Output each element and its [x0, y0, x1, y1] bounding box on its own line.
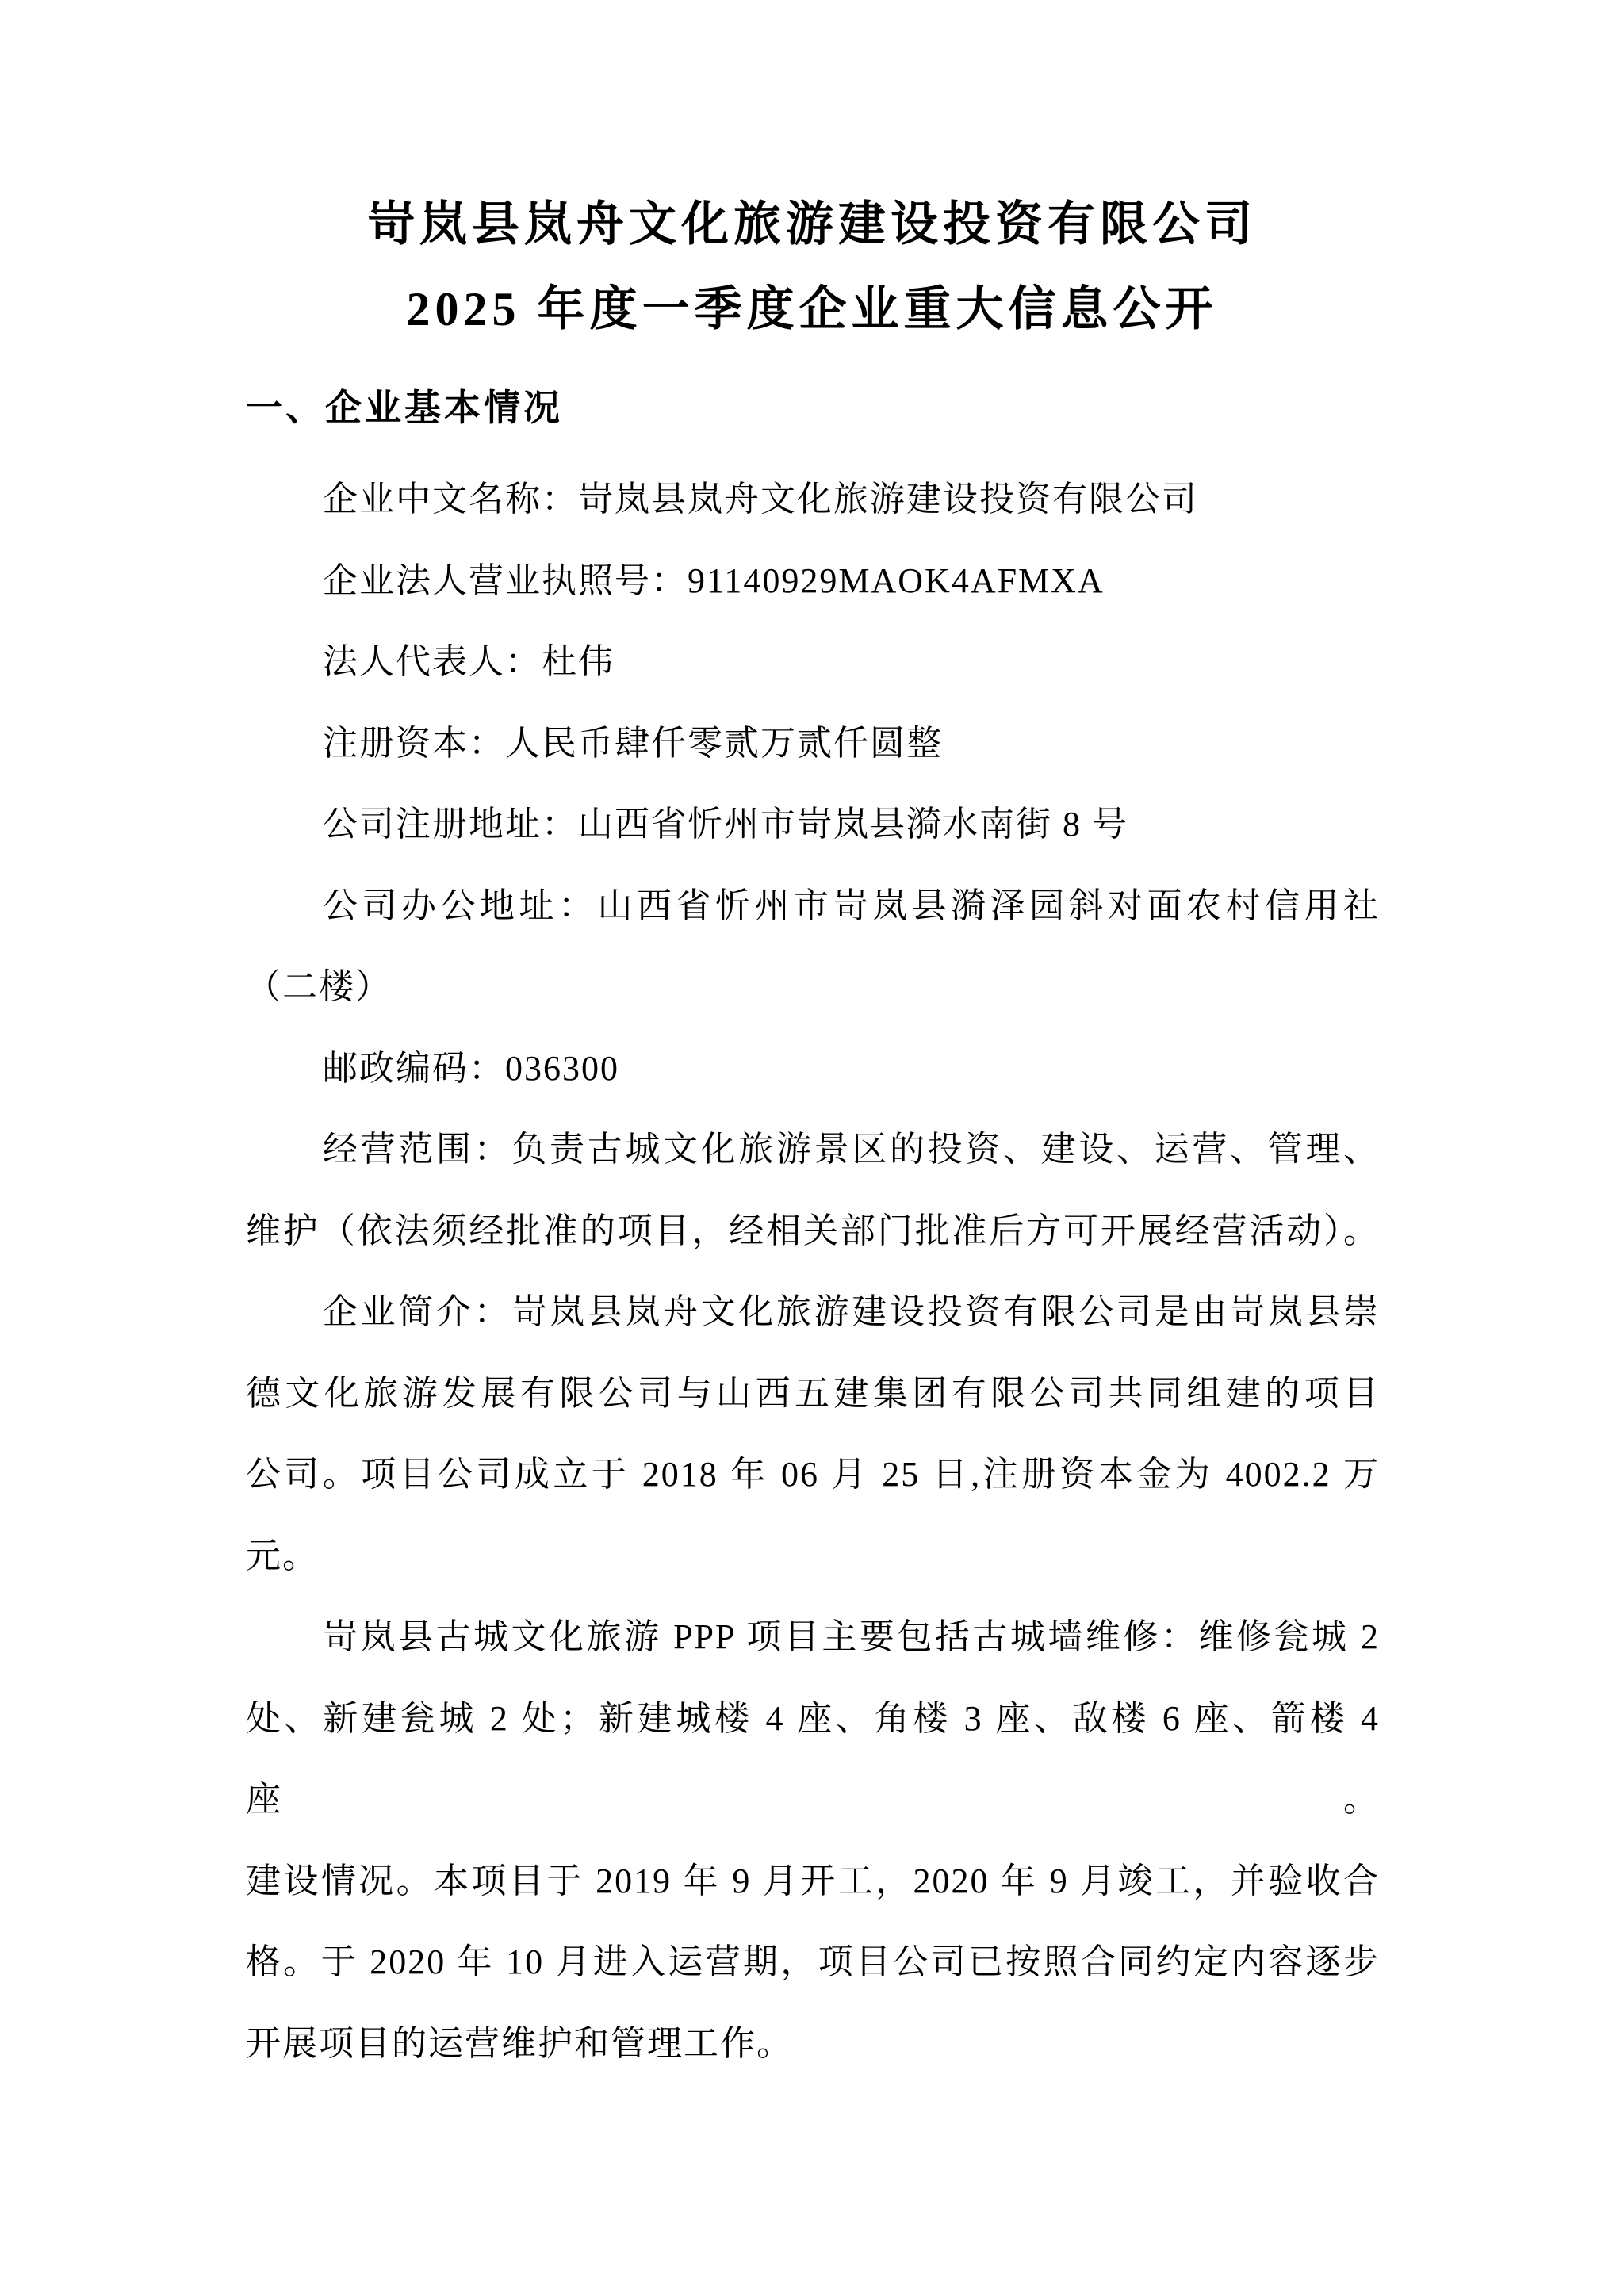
- document-body: [246, 459, 1380, 2084]
- body-line: 公司注册地址：山西省忻州市岢岚县漪水南街 8 号: [323, 805, 1128, 844]
- body-line: 经营范围：负责古城文化旅游景区的投资、建设、运营、管理、: [323, 1130, 1380, 1169]
- document-title: [0, 182, 1624, 352]
- body-line: 公司。项目公司成立于 2018 年 06 月 25 日,注册资本金为 4002.2 万: [246, 1455, 1380, 1494]
- body-line: 岢岚县古城文化旅游 PPP 项目主要包括古城墙维修：维修瓮城 2: [323, 1617, 1380, 1656]
- body-line: 企业中文名称：岢岚县岚舟文化旅游建设投资有限公司: [323, 480, 1198, 519]
- body-line: 邮政编码：036300: [323, 1048, 619, 1088]
- body-line: （二楼）: [246, 967, 392, 1006]
- body-line: 德文化旅游发展有限公司与山西五建集团有限公司共同组建的项目: [246, 1373, 1380, 1413]
- body-line: 建设情况。本项目于 2019 年 9 月开工，2020 年 9 月竣工，并验收合: [246, 1861, 1380, 1900]
- title-line-1: 岢岚县岚舟文化旅游建设投资有限公司: [367, 198, 1257, 251]
- body-line: 公司办公地址：山西省忻州市岢岚县漪泽园斜对面农村信用社: [323, 886, 1380, 925]
- body-line: 格。于 2020 年 10 月进入运营期，项目公司已按照合同约定内容逐步: [246, 1942, 1380, 1981]
- body-line: 开展项目的运营维护和管理工作。: [246, 2023, 793, 2063]
- title-line-2: 2025 年度一季度企业重大信息公开: [406, 283, 1218, 335]
- section-heading: 一、企业基本情况: [246, 388, 563, 428]
- body-line: 处、新建瓮城 2 处；新建城楼 4 座、角楼 3 座、敌楼 6 座、箭楼 4 座。: [246, 1698, 1380, 1819]
- body-line: 维护（依法须经批准的项目，经相关部门批准后方可开展经营活动）。: [246, 1211, 1380, 1250]
- body-line: 法人代表人：杜伟: [323, 642, 615, 681]
- body-line: 注册资本：人民币肆仟零贰万贰仟圆整: [323, 723, 943, 763]
- body-line: 企业简介：岢岚县岚舟文化旅游建设投资有限公司是由岢岚县崇: [323, 1292, 1380, 1331]
- body-line: 企业法人营业执照号：91140929MAOK4AFMXA: [323, 561, 1105, 600]
- body-line: 元。: [246, 1536, 319, 1575]
